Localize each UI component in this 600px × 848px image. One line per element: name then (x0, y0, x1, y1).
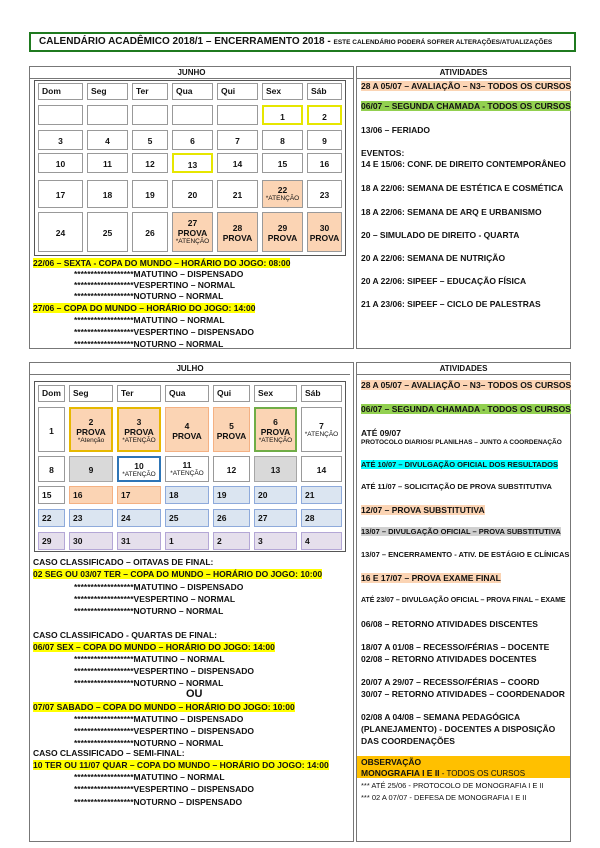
calendar-day (262, 130, 303, 150)
weekday-header: Sex (262, 83, 303, 100)
weekday-header: Seg (69, 385, 113, 402)
weekday-header: Sáb (307, 83, 342, 100)
day-text: 30 (73, 536, 83, 546)
day-text: PROVA (124, 426, 154, 437)
calendar-day (307, 105, 342, 125)
day-text: 27 (258, 513, 268, 523)
day-text: 3 (136, 416, 142, 427)
calendar-day (301, 456, 342, 482)
activity: 14 E 15/06: CONF. DE DIREITO CONTEMPORÂNEO (361, 159, 566, 169)
activity: (PLANEJAMENTO) - DOCENTES A DISPOSIÇÃO (361, 724, 556, 734)
july-note: 10 TER OU 11/07 QUAR – COPA DO MUNDO – HORÁRIO DO JOGO: 14:00 (33, 760, 329, 770)
day-text: 11 (182, 460, 192, 470)
day-text: 20 (258, 490, 268, 500)
calendar-day (132, 105, 168, 125)
activity: 30/07 – RETORNO ATIVIDADES – COORDENADOR (361, 689, 565, 699)
day-text: 12 (145, 159, 155, 169)
weekday-header: Qui (213, 385, 250, 402)
calendar-day (254, 456, 297, 482)
day-text: 9 (322, 136, 327, 146)
calendar-day (38, 456, 65, 482)
day-text: 27 (187, 218, 198, 228)
day-text: 31 (121, 536, 131, 546)
activity: 21 A 23/06: SIPEEF – CICLO DE PALESTRAS (361, 299, 541, 309)
calendar-day (38, 212, 83, 252)
day-text: PROVA (267, 233, 298, 243)
day-text: *ATENÇÃO (258, 436, 293, 444)
july-note: ******************VESPERTINO – DISPENSADO (74, 726, 254, 736)
activity: 28 A 05/07 – AVALIAÇÃO – N3– TODOS OS CURSOS (361, 380, 572, 390)
calendar-day (254, 407, 297, 452)
calendar-day (172, 153, 213, 173)
activity: 20/07 A 29/07 – RECESSO/FÉRIAS – COORD (361, 677, 540, 687)
calendar-day (69, 407, 113, 452)
day-text: 29 (277, 223, 288, 233)
calendar-day (132, 180, 168, 208)
july-note: ******************VESPERTINO – DISPENSADO (74, 666, 254, 676)
calendar-day (301, 486, 342, 504)
june-note: 27/06 – COPA DO MUNDO – HORÁRIO DO JOGO: 14:00 (33, 303, 256, 313)
day-text: 14 (316, 465, 327, 475)
calendar-day (69, 532, 113, 550)
day-text: 22 (42, 513, 52, 523)
calendar-day (38, 105, 83, 125)
day-text: PROVA (76, 426, 106, 437)
calendar-day (262, 212, 303, 252)
calendar-day (117, 456, 161, 482)
day-text: 16 (73, 490, 83, 500)
calendar-day (217, 105, 258, 125)
calendar-day (217, 130, 258, 150)
june-note: ******************MATUTINO – NORMAL (74, 315, 225, 325)
day-text: 19 (145, 190, 155, 200)
calendar-day (213, 532, 250, 550)
day-text: 24 (121, 513, 131, 523)
weekday-header: Ter (132, 83, 168, 100)
day-text: 1 (49, 425, 54, 436)
july-note: CASO CLASSIFICADO – OITAVAS DE FINAL: (33, 557, 214, 567)
july-note: ******************VESPERTINO – DISPENSADO (74, 784, 254, 794)
observation-label: MONOGRAFIA I E II - TODOS OS CURSOS (361, 768, 526, 778)
activity: DAS COORDENAÇÕES (361, 736, 455, 746)
day-text: 21 (232, 190, 243, 200)
july-note: CASO CLASSIFICADO – SEMI-FINAL: (33, 748, 185, 758)
page-title: CALENDÁRIO ACADÊMICO 2018/1 – ENCERRAMENTO 2018 - ESTE CALENDÁRIO PODERÁ SOFRER ALTERAÇÕES/ATUALIZAÇÕES (29, 32, 576, 52)
day-text: *ATENÇÃO (175, 238, 210, 245)
calendar-day (172, 105, 213, 125)
day-text: 16 (319, 159, 330, 169)
activity: 06/07 – SEGUNDA CHAMADA - TODOS OS CURSOS (361, 101, 571, 111)
calendar-day (38, 153, 83, 173)
day-text: 8 (280, 136, 285, 146)
calendar-day (38, 180, 83, 208)
activity: 20 A 22/06: SIPEEF – EDUCAÇÃO FÍSICA (361, 276, 527, 286)
activity: ATÉ 23/07 – DIVULGAÇÃO OFICIAL – PROVA FINAL – EXAME (361, 597, 566, 604)
july-note: ******************NOTURNO – NORMAL (74, 738, 224, 748)
june-note: ******************VESPERTINO – DISPENSADO (74, 327, 254, 337)
june-caption: JUNHO (30, 67, 353, 79)
calendar-day (117, 407, 161, 452)
calendar-day (301, 407, 342, 452)
activity: 13/07 – DIVULGAÇÃO OFICIAL – PROVA SUBSTITUTIVA (361, 527, 561, 536)
day-text: 21 (305, 490, 315, 500)
day-text: 1 (280, 112, 285, 122)
calendar-day (301, 509, 342, 527)
day-text: PROVA (172, 430, 202, 441)
activity: *** 02 A 07/07 - DEFESA DE MONOGRAFIA I E II (361, 793, 527, 802)
day-text: 23 (73, 513, 83, 523)
calendar-day (213, 407, 250, 452)
july-note: 02 SEG OU 03/07 TER – COPA DO MUNDO – HORÁRIO DO JOGO: 10:00 (33, 569, 323, 579)
activity: 18 A 22/06: SEMANA DE ARQ E URBANISMO (361, 207, 542, 217)
day-text: *ATENÇÃO (304, 430, 339, 438)
day-text: 17 (121, 490, 131, 500)
weekday-header: Dom (38, 385, 65, 402)
activity: 06/08 – RETORNO ATIVIDADES DISCENTES (361, 619, 538, 629)
july-note: 06/07 SEX – COPA DO MUNDO – HORÁRIO DO JOGO: 14:00 (33, 642, 275, 652)
day-text: 14 (232, 159, 243, 169)
activity: 18/07 A 01/08 – RECESSO/FÉRIAS – DOCENTE (361, 642, 550, 652)
calendar-day (132, 130, 168, 150)
calendar-day (165, 509, 209, 527)
weekday-header: Ter (117, 385, 161, 402)
calendar-day (165, 486, 209, 504)
calendar-day (213, 456, 250, 482)
calendar-day (254, 532, 297, 550)
activity: ATÉ 10/07 – DIVULGAÇÃO OFICIAL DOS RESULTADOS (361, 460, 558, 469)
july-activities-caption: ATIVIDADES (357, 363, 570, 375)
calendar-day (262, 180, 303, 208)
day-text: 26 (145, 228, 155, 238)
calendar-day (213, 486, 250, 504)
day-text: 7 (319, 420, 324, 431)
observation-title: OBSERVAÇÃO (361, 757, 422, 767)
day-text: PROVA (216, 430, 247, 441)
day-text: 6 (190, 136, 195, 146)
day-text: *ATENÇÃO (122, 471, 156, 478)
july-note: CASO CLASSIFICADO - QUARTAS DE FINAL: (33, 630, 218, 640)
day-text: PROVA (222, 233, 253, 243)
day-text: 1 (169, 536, 174, 546)
day-text: 3 (258, 536, 263, 546)
calendar-day (87, 212, 128, 252)
activity: PROTOCOLO DIARIOS/ PLANILHAS – JUNTO A COORDENAÇÃO (361, 439, 562, 446)
day-text: 22 (277, 185, 288, 195)
day-text: 25 (169, 513, 179, 523)
calendar-day (307, 130, 342, 150)
day-text: 4 (184, 420, 190, 431)
june-note: ******************NOTURNO – NORMAL (74, 339, 224, 349)
day-text: 19 (217, 490, 227, 500)
day-text: 4 (305, 536, 310, 546)
day-text: 10 (55, 159, 66, 169)
day-text: *ATENÇÃO (265, 195, 300, 202)
activity: 20 A 22/06: SEMANA DE NUTRIÇÃO (361, 253, 506, 263)
day-text: 23 (319, 190, 330, 200)
activity: 12/07 – PROVA SUBSTITUTIVA (361, 505, 485, 515)
day-text: 5 (147, 136, 153, 146)
calendar-day (217, 212, 258, 252)
day-text: 2 (217, 536, 222, 546)
calendar-day (262, 153, 303, 173)
activity: 06/07 – SEGUNDA CHAMADA - TODOS OS CURSOS (361, 404, 571, 414)
calendar-day (165, 407, 209, 452)
activity: 16 E 17/07 – PROVA EXAME FINAL (361, 573, 501, 583)
calendar-day (172, 212, 213, 252)
calendar-day (38, 532, 65, 550)
activity: 02/08 A 04/08 – SEMANA PEDAGÓGICA (361, 712, 521, 722)
activity: 20 – SIMULADO DE DIREITO - QUARTA (361, 230, 520, 240)
day-text: 5 (229, 420, 234, 431)
june-note: 22/06 – SEXTA - COPA DO MUNDO – HORÁRIO DO JOGO: 08:00 (33, 258, 291, 268)
calendar-day (69, 509, 113, 527)
day-text: 15 (42, 490, 52, 500)
activity: 13/06 – FERIADO (361, 125, 430, 135)
calendar-day (117, 532, 161, 550)
calendar-day (262, 105, 303, 125)
calendar-day (172, 180, 213, 208)
july-note: ******************NOTURNO – DISPENSADO (74, 797, 243, 807)
july-note: ******************NOTURNO – NORMAL (74, 678, 224, 688)
calendar-day (307, 180, 342, 208)
weekday-header: Sáb (301, 385, 342, 402)
june-note: ******************MATUTINO – DISPENSADO (74, 269, 244, 279)
july-note: ******************MATUTINO – NORMAL (74, 654, 225, 664)
day-text: 20 (187, 190, 198, 200)
day-text: 8 (49, 465, 54, 475)
calendar-day (87, 153, 128, 173)
june-note: ******************NOTURNO – NORMAL (74, 291, 224, 301)
calendar-day (172, 130, 213, 150)
calendar-day (87, 130, 128, 150)
activity: ATÉ 09/07 (361, 428, 402, 438)
july-note: ******************MATUTINO – NORMAL (74, 772, 225, 782)
day-text: 24 (55, 228, 66, 238)
activity: ATÉ 11/07 – SOLICITAÇÃO DE PROVA SUBSTITUTIVA (361, 482, 552, 491)
calendar-day (217, 153, 258, 173)
day-text: 11 (103, 159, 112, 169)
day-text: PROVA (309, 233, 340, 243)
day-text: 3 (58, 136, 63, 146)
day-text: 6 (273, 416, 278, 427)
activity: EVENTOS: (361, 148, 405, 158)
june-activities-caption: ATIVIDADES (357, 67, 570, 79)
weekday-header: Dom (38, 83, 83, 100)
day-text: *ATENÇÃO (122, 436, 156, 444)
day-text: PROVA (177, 228, 208, 238)
weekday-header: Qui (217, 83, 258, 100)
day-text: 7 (235, 136, 240, 146)
weekday-header: Sex (254, 385, 297, 402)
calendar-day (132, 212, 168, 252)
day-text: *Atenção (77, 436, 105, 444)
day-text: 9 (88, 465, 94, 475)
activity: 18 A 22/06: SEMANA DE ESTÉTICA E COSMÉTICA (361, 183, 564, 193)
calendar-day (301, 532, 342, 550)
weekday-header: Qua (165, 385, 209, 402)
july-note: ******************NOTURNO – NORMAL (74, 606, 224, 616)
calendar-day (254, 509, 297, 527)
calendar-day (38, 509, 65, 527)
july-caption: JULHO (30, 363, 350, 375)
day-text: 17 (55, 190, 66, 200)
calendar-day (87, 105, 128, 125)
calendar-day (165, 532, 209, 550)
calendar-day (165, 456, 209, 482)
day-text: 15 (277, 159, 288, 169)
calendar-day (213, 509, 250, 527)
day-text: *ATENÇÃO (170, 470, 204, 477)
calendar-day (254, 486, 297, 504)
day-text: 12 (226, 465, 237, 475)
calendar-day (69, 486, 113, 504)
day-text: 18 (102, 190, 113, 200)
calendar-day (307, 212, 342, 252)
day-text: 18 (169, 490, 179, 500)
calendar-day (307, 153, 342, 173)
day-text: 26 (217, 513, 227, 523)
calendar-day (217, 180, 258, 208)
calendar-day (38, 486, 65, 504)
day-text: 2 (88, 416, 94, 427)
weekday-header: Seg (87, 83, 128, 100)
july-note: ******************VESPERTINO – NORMAL (74, 594, 236, 604)
july-note: ******************MATUTINO – DISPENSADO (74, 582, 244, 592)
calendar-day (38, 407, 65, 452)
calendar-day (117, 509, 161, 527)
day-text: 10 (134, 461, 144, 471)
activity: 02/08 – RETORNO ATIVIDADES DOCENTES (361, 654, 537, 664)
day-text: 28 (232, 223, 243, 233)
day-text: 2 (322, 112, 327, 122)
activity: 13/07 – ENCERRAMENTO - ATIV. DE ESTÁGIO E CLÍNICAS (361, 550, 570, 559)
calendar-day (69, 456, 113, 482)
calendar-day (132, 153, 168, 173)
calendar-day (117, 486, 161, 504)
activity: *** ATÉ 25/06 - PROTOCOLO DE MONOGRAFIA I E II (361, 781, 544, 790)
july-note: 07/07 SABADO – COPA DO MUNDO – HORÁRIO DO JOGO: 10:00 (33, 702, 295, 712)
day-text: 13 (187, 160, 198, 170)
july-note: OU (186, 688, 203, 700)
activity: 28 A 05/07 – AVALIAÇÃO – N3– TODOS OS CURSOS (361, 81, 572, 91)
weekday-header: Qua (172, 83, 213, 100)
day-text: 13 (270, 465, 281, 475)
july-note: ******************MATUTINO – DISPENSADO (74, 714, 244, 724)
day-text: 28 (305, 513, 315, 523)
day-text: PROVA (260, 426, 291, 437)
day-text: 30 (319, 223, 330, 233)
june-note: ******************VESPERTINO – NORMAL (74, 280, 236, 290)
calendar-day (38, 130, 83, 150)
day-text: 25 (102, 228, 113, 238)
calendar-day (87, 180, 128, 208)
day-text: 29 (42, 536, 52, 546)
day-text: 4 (105, 136, 110, 146)
